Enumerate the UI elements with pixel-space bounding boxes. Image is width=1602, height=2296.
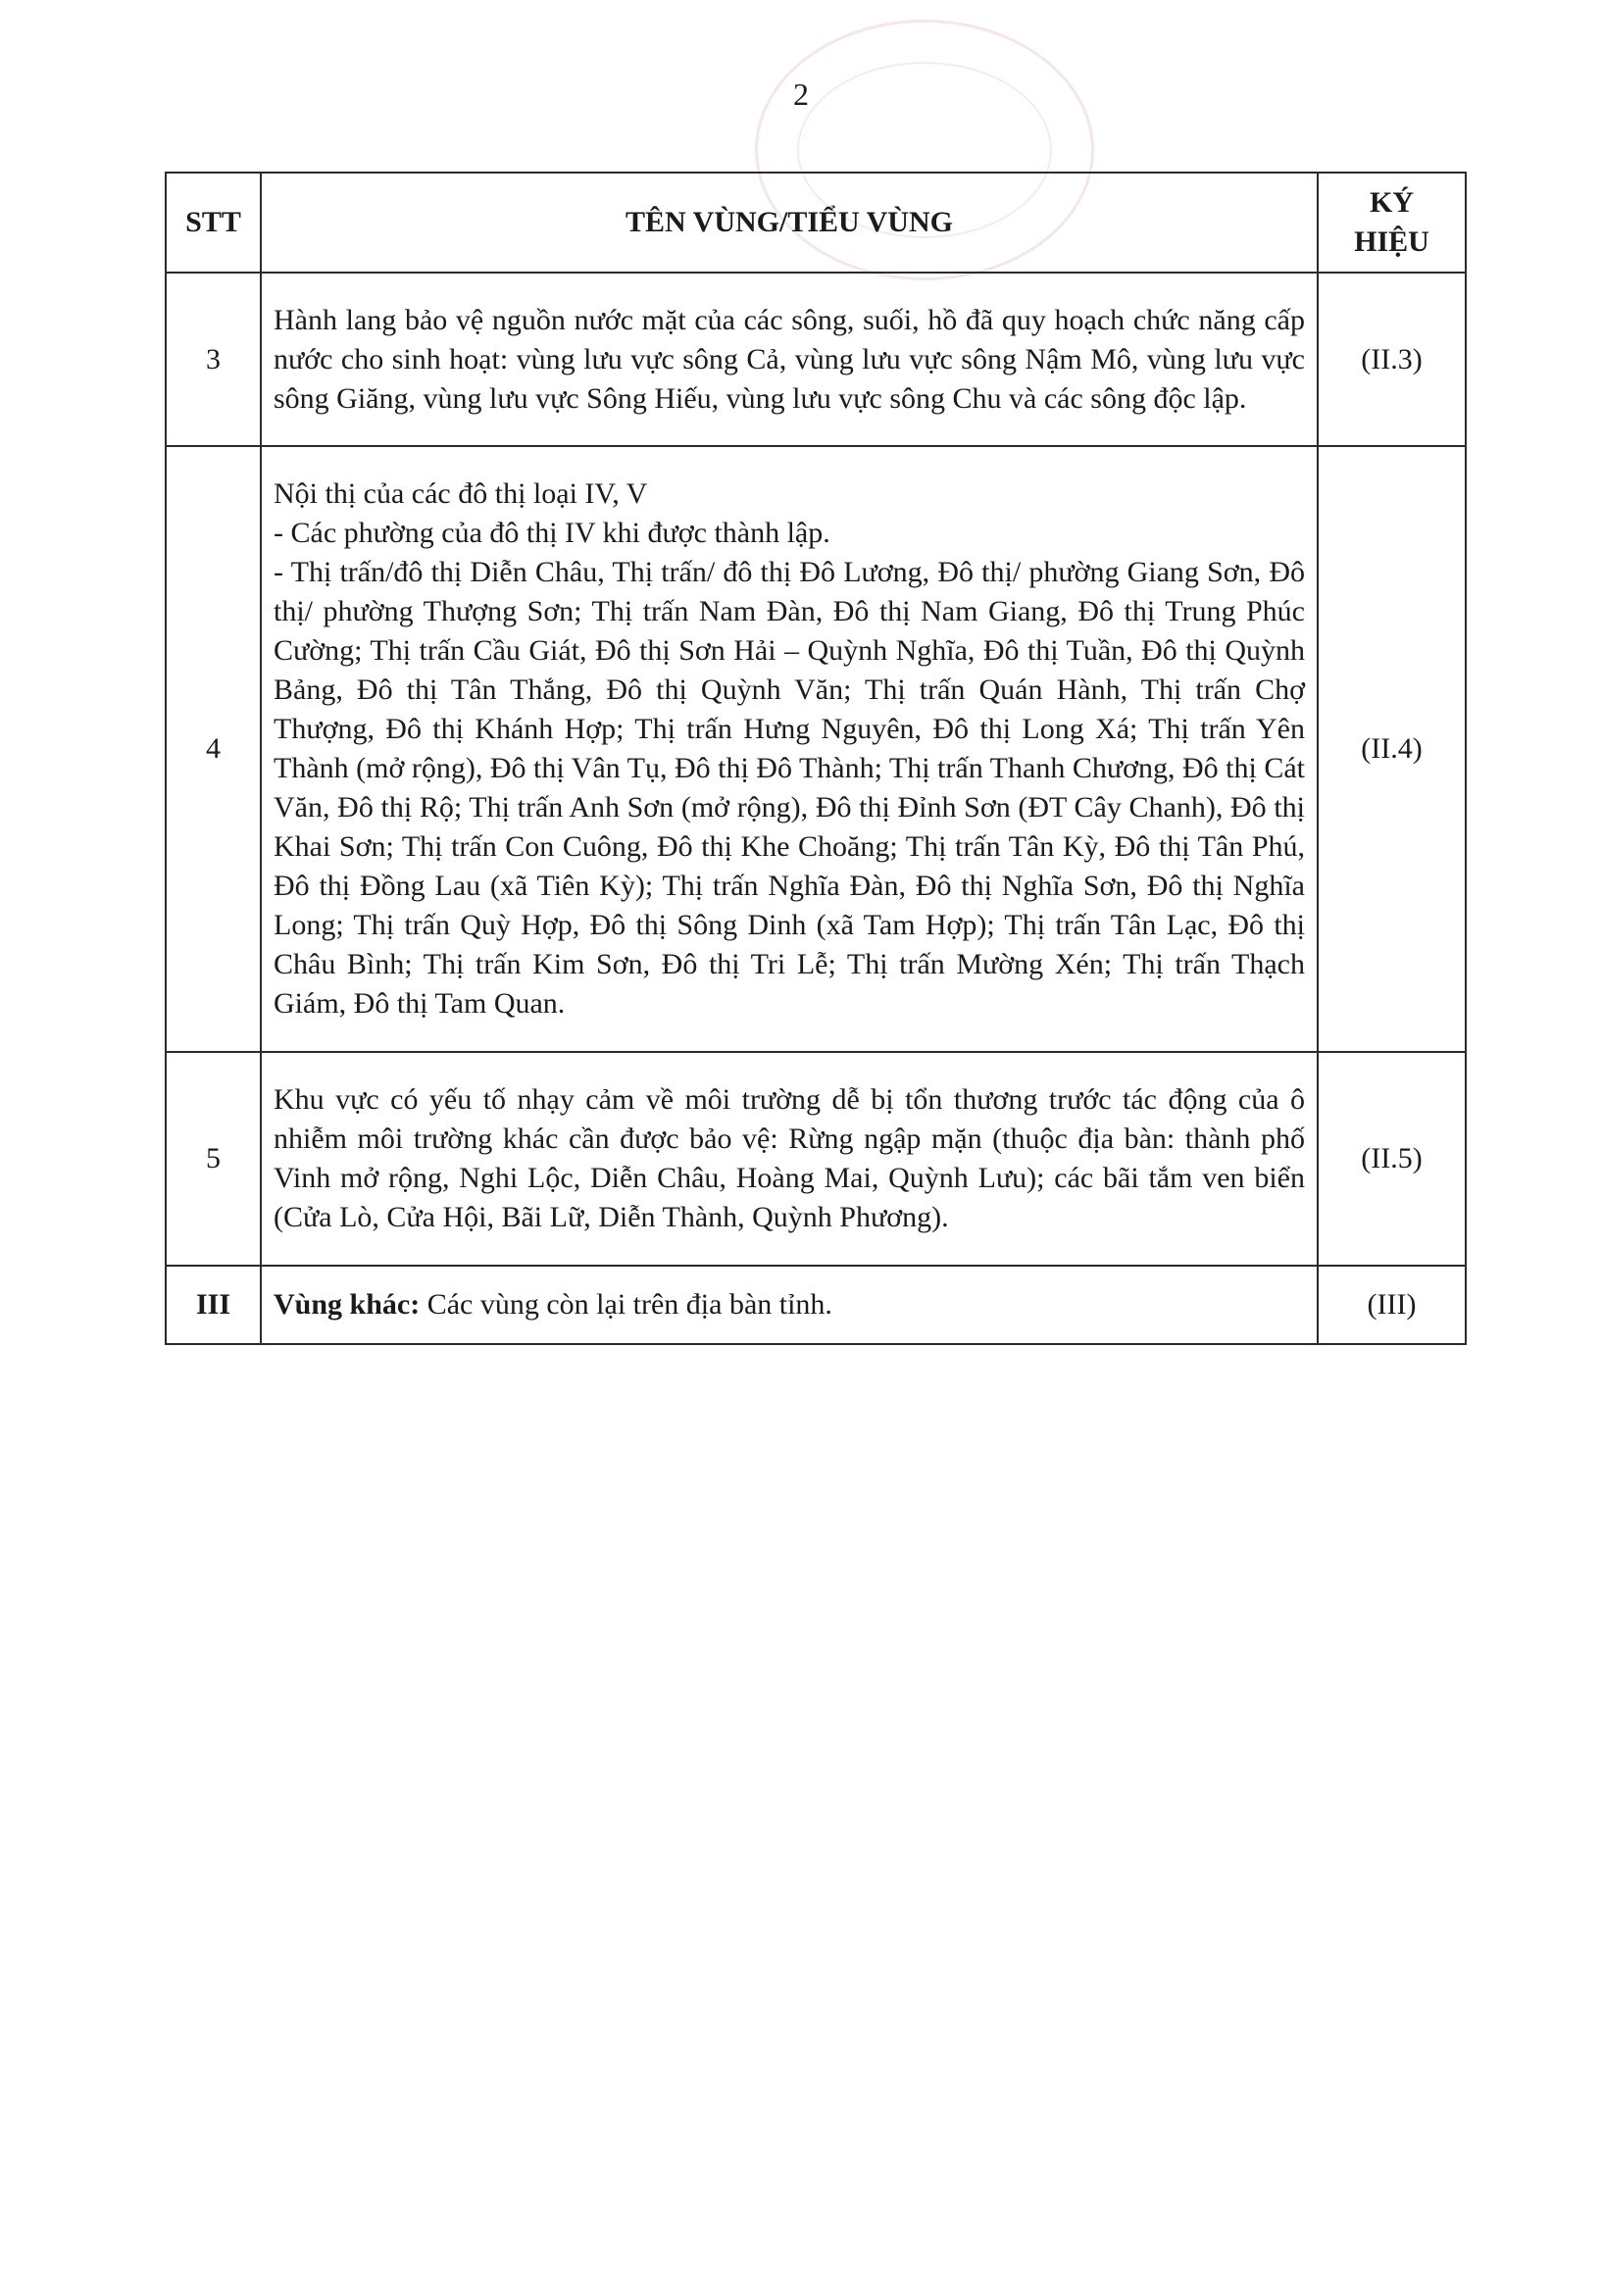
row-zone-description [261,446,1318,1052]
table-row [166,1266,1466,1344]
row-code: (II.5) [1318,1052,1466,1266]
header-code-line2: HIỆU [1354,225,1429,258]
row-zone-description: Khu vực có yếu tố nhạy cảm về môi trường dễ bị tổn thương trước tác động của ô nhiễm môi trường khác cần được bảo vệ: Rừng ngập mặn (thuộc địa bàn: thành phố Vinh mở rộng, Nghi Lộc, Diễn Châu, Hoàng Mai, Quỳnh Lưu); các bãi tắm ven biển (Cửa Lò, Cửa Hội, Bãi Lữ, Diễn Thành, Quỳnh Phương). [261,1052,1318,1266]
row-zone-text: Các vùng còn lại trên địa bàn tỉnh. [426,1288,832,1321]
row-stt: 5 [166,1052,261,1266]
row-code: (II.3) [1318,273,1466,446]
row-zone-bullet: - Các phường của đô thị IV khi được thành lập. [274,517,830,549]
row-stt: 3 [166,273,261,446]
row-zone-label: Vùng khác: [274,1288,421,1321]
row-zone-title: Nội thị của các đô thị loại IV, V [274,477,648,510]
zone-table [165,172,1467,1345]
row-code: (III) [1318,1266,1466,1344]
table-row [166,273,1466,446]
header-code-line1: KÝ [1370,186,1414,219]
header-code [1318,173,1466,273]
row-stt: III [166,1266,261,1344]
row-zone-description [261,1266,1318,1344]
page-number: 2 [793,76,809,112]
table-header-row [166,173,1466,273]
row-zone-description: Hành lang bảo vệ nguồn nước mặt của các sông, suối, hồ đã quy hoạch chức năng cấp nước cho sinh hoạt: vùng lưu vực sông Cả, vùng lưu vực sông Nậm Mô, vùng lưu vực sông Giăng, vùng lưu vực Sông Hiếu, vùng lưu vực sông Chu và các sông độc lập. [261,273,1318,446]
row-stt: 4 [166,446,261,1052]
table-row [166,446,1466,1052]
header-stt: STT [166,173,261,273]
row-code: (II.4) [1318,446,1466,1052]
row-zone-bullet: - Thị trấn/đô thị Diễn Châu, Thị trấn/ đô thị Đô Lương, Đô thị/ phường Giang Sơn, Đô thị/ phường Thượng Sơn; Thị trấn Nam Đàn, Đô thị Nam Giang, Đô thị Trung Phúc Cường; Thị trấn Cầu Giát, Đô thị Sơn Hải – Quỳnh Nghĩa, Đô thị Tuần, Đô thị Quỳnh Bảng, Đô thị Tân Thắng, Đô thị Quỳnh Văn; Thị trấn Quán Hành, Thị trấn Chợ Thượng, Đô thị Khánh Hợp; Thị trấn Hưng Nguyên, Đô thị Long Xá; Thị trấn Yên Thành (mở rộng), Đô thị Vân Tụ, Đô thị Đô Thành; Thị trấn Thanh Chương, Đô thị Cát Văn, Đô thị Rộ; Thị trấn Anh Sơn (mở rộng), Đô thị Đỉnh Sơn (ĐT Cây Chanh), Đô thị Khai Sơn; Thị trấn Con Cuông, Đô thị Khe Choăng; Thị trấn Tân Kỳ, Đô thị Tân Phú, Đô thị Đồng Lau (xã Tiên Kỳ); Thị trấn Nghĩa Đàn, Đô thị Nghĩa Sơn, Đô thị Nghĩa Long; Thị trấn Quỳ Hợp, Đô thị Sông Dinh (xã Tam Hợp); Thị trấn Tân Lạc, Đô thị Châu Bình; Thị trấn Kim Sơn, Đô thị Tri Lễ; Thị trấn Mường Xén; Thị trấn Thạch Giám, Đô thị Tam Quan. [274,556,1305,1020]
table-row [166,1052,1466,1266]
header-zone-name: TÊN VÙNG/TIỂU VÙNG [261,173,1318,273]
